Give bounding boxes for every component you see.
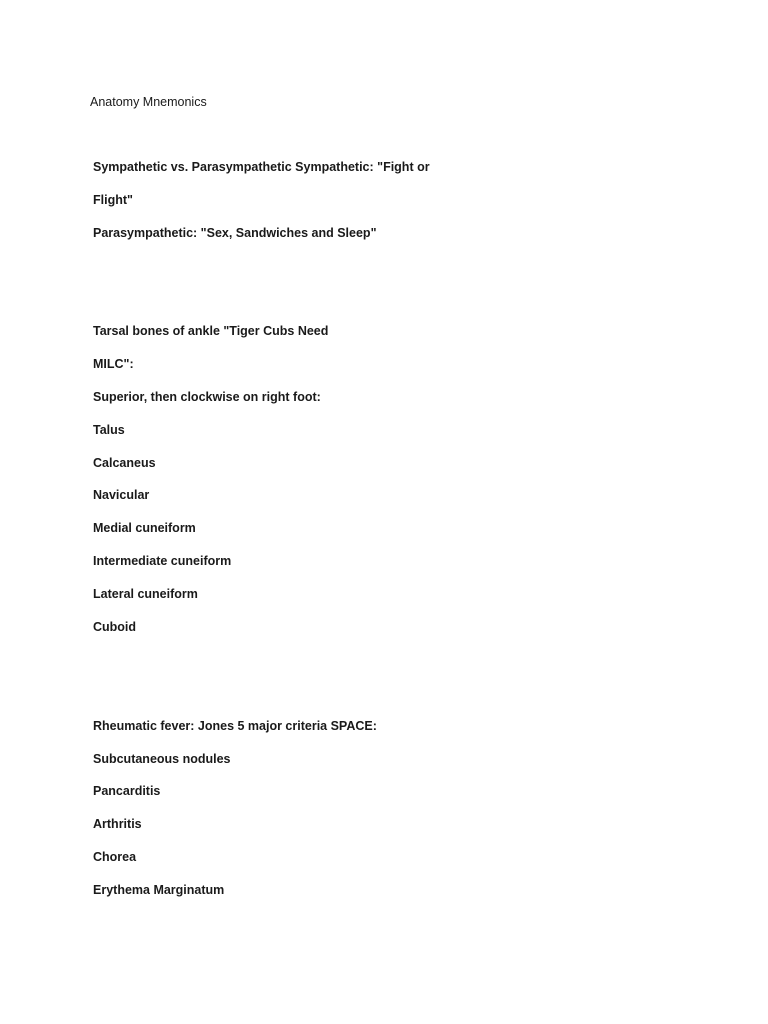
autonomic-heading-line-2: Flight" <box>93 193 133 207</box>
list-item: Pancarditis <box>93 784 161 798</box>
list-item: Intermediate cuneiform <box>93 554 232 568</box>
list-item: Chorea <box>93 850 137 864</box>
list-item: Medial cuneiform <box>93 521 196 535</box>
list-item: Calcaneus <box>93 456 156 470</box>
tarsal-heading-line-2: MILC": <box>93 357 134 371</box>
autonomic-heading-line-1: Sympathetic vs. Parasympathetic Sympathetic: "Fight or <box>93 160 430 174</box>
list-item: Navicular <box>93 488 150 502</box>
tarsal-instruction: Superior, then clockwise on right foot: <box>93 390 321 404</box>
list-item: Lateral cuneiform <box>93 587 198 601</box>
list-item: Talus <box>93 423 125 437</box>
rheumatic-heading: Rheumatic fever: Jones 5 major criteria SPACE: <box>93 719 377 733</box>
parasympathetic-line: Parasympathetic: "Sex, Sandwiches and Sleep" <box>93 226 377 240</box>
tarsal-heading-line-1: Tarsal bones of ankle "Tiger Cubs Need <box>93 324 329 338</box>
list-item: Cuboid <box>93 620 137 634</box>
list-item: Arthritis <box>93 817 142 831</box>
list-item: Subcutaneous nodules <box>93 752 231 766</box>
list-item: Erythema Marginatum <box>93 883 225 897</box>
document-title: Anatomy Mnemonics <box>90 95 207 109</box>
